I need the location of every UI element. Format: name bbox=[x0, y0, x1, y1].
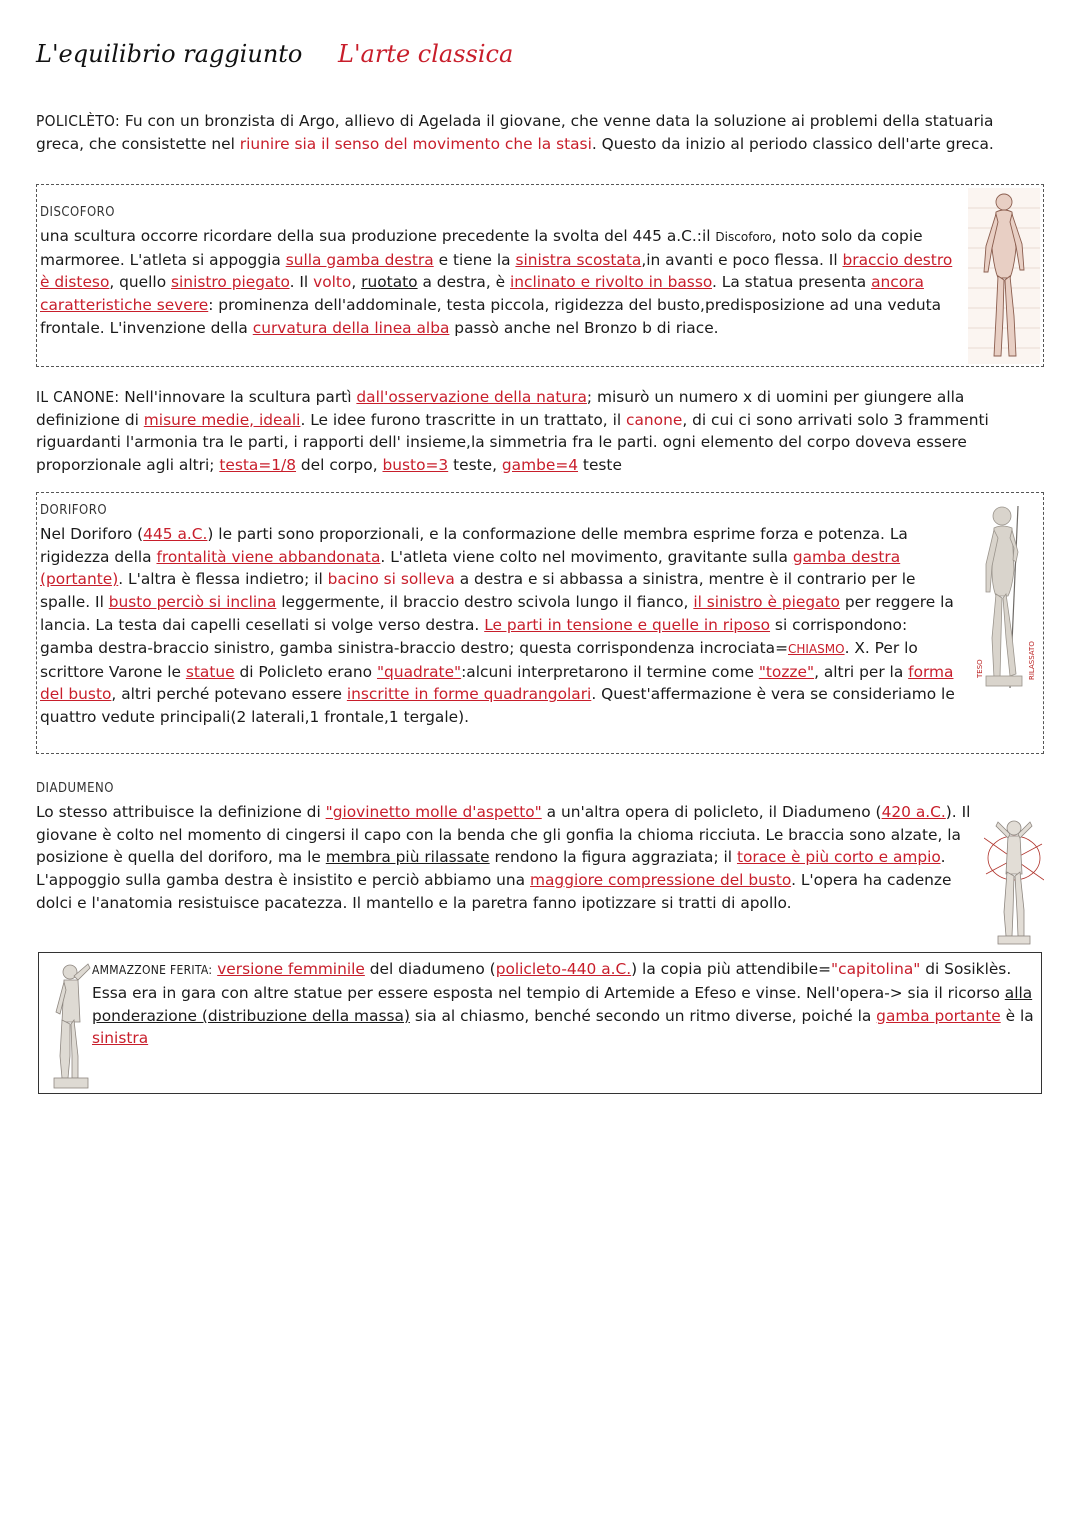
discoforo-statue-image bbox=[968, 188, 1040, 364]
text-run: riunire sia il senso del movimento che la stasi bbox=[239, 134, 592, 153]
text-run: teste, bbox=[448, 455, 502, 474]
text-run: gamba portante bbox=[876, 1006, 1001, 1025]
text-run: per reggere la lancia. La testa dai capelli cesellati si volge verso destra. bbox=[40, 593, 954, 634]
text-run: . La statua presenta bbox=[712, 273, 872, 292]
text-run: ruotato bbox=[361, 273, 418, 292]
text-run: passò anche nel Bronzo b di riace. bbox=[449, 318, 719, 337]
text-run: testa=1/8 bbox=[219, 455, 297, 474]
policleto-paragraph bbox=[36, 110, 1040, 155]
text-run: . Le idee furono trascritte in un trattato, il bbox=[300, 410, 627, 429]
text-run: e tiene la bbox=[433, 250, 516, 269]
text-run: . Il bbox=[289, 273, 314, 292]
diadumeno-statue-image bbox=[984, 808, 1044, 948]
text-run: , bbox=[351, 273, 362, 292]
text-run: , di cui ci sono arrivati solo 3 frammenti riguardanti l'armonia tra le parti, i rapporti dell' insieme,la simmetria fra le parti. ogni elemento del corpo doveva essere proporzionale agli altri; bbox=[36, 410, 989, 474]
text-run: . L'altra è flessa indietro; il bbox=[118, 570, 328, 589]
text-run: di Sosiklès. Essa era in gara con altre statue per essere esposta nel tempio di Artemide a Efeso e vinse. Nell'opera-> sia il ricorso bbox=[92, 960, 1012, 1002]
text-run: è la bbox=[1000, 1006, 1034, 1025]
text-run: "giovinetto molle d'aspetto" bbox=[325, 802, 542, 821]
text-run: inclinato e rivolto in basso bbox=[510, 273, 712, 292]
doriforo-label: DORIFORO bbox=[40, 503, 108, 518]
discoforo-label: DISCOFORO bbox=[40, 205, 116, 220]
text-run: canone bbox=[626, 410, 683, 429]
text-run: sia al chiasmo, benché secondo un ritmo diverse, poiché la bbox=[409, 1006, 877, 1025]
text-run: curvatura della linea alba bbox=[252, 318, 450, 337]
text-run: a un'altra opera di policleto, il Diadumeno ( bbox=[541, 802, 882, 821]
text-run: Discoforo bbox=[715, 229, 772, 244]
text-run: del corpo, bbox=[296, 455, 383, 474]
text-run: del diadumeno ( bbox=[364, 960, 496, 978]
text-run: ancora caratteristiche severe bbox=[40, 273, 924, 315]
text-run: , noto solo da copie marmoree. L'atleta si appoggia bbox=[40, 226, 923, 269]
text-run: :alcuni interpretarono il termine come bbox=[461, 662, 759, 681]
text-run: ,in avanti e poco flessa. Il bbox=[641, 250, 843, 269]
text-run: : prominenza dell'addominale, testa piccola, rigidezza del busto,predisposizione ad una veduta frontale. L'invenzione della bbox=[40, 296, 942, 337]
text-run: Le parti in tensione e quelle in riposo bbox=[484, 615, 771, 634]
canone-heading: IL CANONE: bbox=[36, 388, 120, 406]
doriforo-statue-image bbox=[972, 500, 1040, 696]
text-run: "capitolina" bbox=[831, 960, 921, 978]
text-run: si corrispondono: gamba destra-braccio sinistro, gamba sinistra-braccio destro; questa corrispondenza incrociata= bbox=[40, 615, 908, 657]
text-run: ) le parti sono proporzionali, e la conformazione delle membra esprime forza e potenza. La rigidezza della bbox=[40, 524, 908, 566]
amazzone-statue-image bbox=[48, 956, 94, 1090]
text-run: . Quest'affermazione è vera se consideriamo le quattro vedute principali(2 laterali,1 frontale,1 tergale). bbox=[40, 685, 955, 727]
discoforo-text bbox=[40, 202, 960, 340]
text-run: busto=3 bbox=[382, 455, 449, 474]
text-run: una scultura occorre ricordare della sua produzione precedente la svolta del 445 a.C.:il bbox=[40, 226, 716, 245]
text-run: , altri perché potevano essere bbox=[111, 685, 347, 704]
text-run: volto bbox=[313, 273, 352, 292]
text-run: frontalità viene abbandonata bbox=[156, 547, 381, 566]
text-run: misure medie, ideali bbox=[143, 410, 301, 429]
text-run: . L'appoggio sulla gamba destra è insistito e perciò abbiamo una bbox=[36, 848, 946, 890]
teso-label: TESO bbox=[976, 659, 984, 678]
text-run: rendono la figura aggraziata; il bbox=[489, 848, 737, 867]
text-run: il sinistro è piegato bbox=[693, 593, 840, 612]
amazzone-label: AMMAZZONE FERITA: bbox=[92, 963, 213, 977]
text-run: 420 a.C. bbox=[881, 802, 946, 821]
diadumeno-text bbox=[36, 778, 976, 915]
text-run: a destra, è bbox=[417, 273, 510, 292]
text-run: . Questo da inizio al periodo classico dell'arte greca. bbox=[591, 134, 994, 153]
text-run: leggermente, il braccio destro scivola lungo il fianco, bbox=[276, 593, 694, 612]
text-run: membra più rilassate bbox=[325, 848, 490, 867]
text-run: Nell'innovare la scultura partì bbox=[119, 388, 357, 406]
text-run: inscritte in forme quadrangolari bbox=[346, 685, 592, 704]
text-run: torace è più corto e ampio bbox=[736, 848, 941, 867]
text-run: sulla gamba destra bbox=[285, 250, 434, 269]
text-run: "quadrate" bbox=[376, 662, 462, 681]
text-run: ) la copia più attendibile= bbox=[631, 960, 832, 978]
page-subtitle: L'arte classica bbox=[338, 40, 514, 68]
text-run: di Policleto erano bbox=[234, 662, 377, 681]
text-run: "tozze" bbox=[758, 662, 815, 681]
text-run: ; misurò un numero x di uomini per giungere alla definizione di bbox=[36, 388, 965, 429]
text-run: sinistra scostata bbox=[515, 250, 642, 269]
amazzone-text bbox=[92, 958, 1038, 1050]
rilassato-label: RILASSATO bbox=[1028, 641, 1036, 680]
text-run: 445 a.C. bbox=[143, 524, 208, 543]
text-run: Nel Doriforo ( bbox=[40, 524, 144, 543]
text-run: ). Il giovane è colto nel momento di cingersi il capo con la benda che gli gonfia la chioma ricciuta. Le braccia sono alzate, la posizione è quella del doriforo, ma le bbox=[36, 802, 971, 867]
text-run: . L'opera ha cadenze dolci e l'anatomia resistuisce pacatezza. Il mantello e la paretra fanno ipotizzare si tratti di apollo. bbox=[36, 871, 952, 912]
text-run: busto perciò si inclina bbox=[108, 593, 277, 612]
page-title: L'equilibrio raggiunto bbox=[36, 40, 303, 68]
text-run: dall'osservazione della natura bbox=[356, 388, 587, 406]
policleto-heading: POLICLÈTO: bbox=[36, 112, 120, 130]
diadumeno-label: DIADUMENO bbox=[36, 781, 114, 796]
text-run: braccio destro è disteso bbox=[40, 250, 953, 292]
text-run: , altri per la bbox=[814, 662, 909, 681]
text-run: alla ponderazione (distribuzione della massa) bbox=[92, 983, 1033, 1025]
text-run: bacino si solleva bbox=[327, 570, 455, 589]
text-run: policleto-440 a.C. bbox=[495, 960, 632, 978]
text-run: teste bbox=[578, 455, 622, 474]
text-run: maggiore compressione del busto bbox=[530, 871, 792, 890]
text-run: . X. Per lo scrittore Varone le bbox=[40, 638, 918, 681]
text-run: Lo stesso attribuisce la definizione di bbox=[36, 802, 326, 821]
doriforo-text bbox=[40, 500, 965, 729]
text-run: . L'atleta viene colto nel movimento, gravitante sulla bbox=[380, 547, 793, 566]
canone-paragraph bbox=[36, 386, 1040, 476]
text-run: gamba destra (portante) bbox=[40, 547, 901, 589]
text-run: versione femminile bbox=[217, 960, 365, 978]
text-run: a destra e si abbassa a sinistra, mentre è il contrario per le spalle. Il bbox=[40, 570, 916, 612]
text-run: CHIASMO bbox=[787, 641, 845, 656]
text-run: gambe=4 bbox=[501, 455, 579, 474]
text-run: forma del busto bbox=[40, 662, 954, 704]
text-run: sinistra bbox=[92, 1029, 149, 1048]
text-run: , quello bbox=[109, 273, 172, 292]
text-run: statue bbox=[185, 662, 235, 681]
text-run: sinistro piegato bbox=[171, 273, 290, 292]
text-run: Fu con un bronzista di Argo, allievo di Agelada il giovane, che venne data la soluzione ai problemi della statuaria greca, che consistette nel bbox=[36, 112, 994, 153]
